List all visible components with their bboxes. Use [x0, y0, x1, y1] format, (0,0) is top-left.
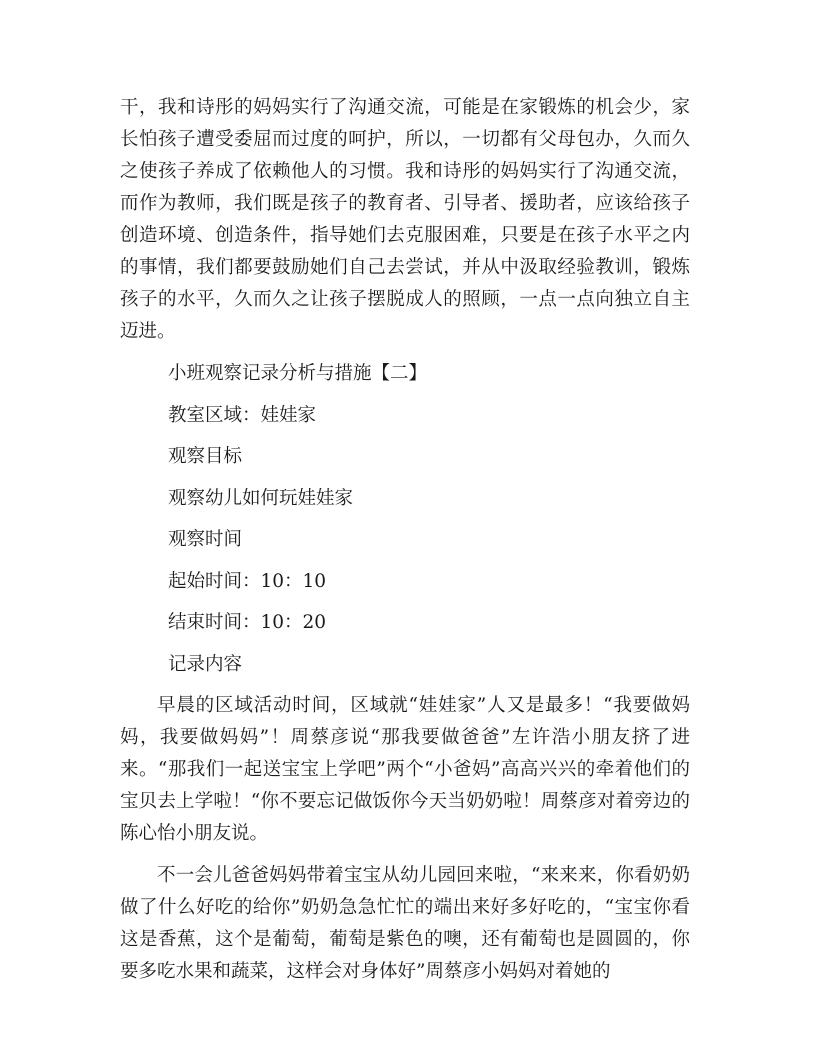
- end-time: 结束时间：10：20: [168, 612, 327, 633]
- classroom-area: 教室区域：娃娃家: [168, 404, 317, 426]
- goal-text: 观察幼儿如何玩娃娃家: [168, 487, 354, 509]
- record-label: 记录内容: [168, 653, 243, 675]
- paragraph-record-2: 不一会儿爸爸妈妈带着宝宝从幼儿园回来啦，“来来来，你看奶奶做了什么好吃的给你”奶奶急急忙忙的端出来好多好吃的，“宝宝你看这是香蕉，这个是葡萄，葡萄是紫色的噢，还有葡萄也是圆圆的，你要多吃水果和蔬菜，这样会对身体好”周蔡彦小妈妈对着她的: [120, 865, 690, 982]
- document-page: [120, 92, 690, 988]
- start-time: 起始时间：10：10: [168, 570, 327, 592]
- time-label: 观察时间: [168, 529, 243, 550]
- paragraph-record-1: 早晨的区域活动时间，区域就“娃娃家”人又是最多！“我要做妈妈，我要做妈妈”！周蔡彦说“那我要做爸爸”左许浩小朋友挤了进来。“那我们一起送宝宝上学吧”两个“小爸妈”高高兴兴的牵着他们的宝贝去上学啦！“你不要忘记做饭你今天当奶奶啦！周蔡彦对着旁边的陈心怡小朋友说。: [120, 695, 690, 844]
- goal-label: 观察目标: [168, 446, 243, 467]
- section-heading: 小班观察记录分析与措施【二】: [168, 363, 428, 384]
- paragraph-intro: 干，我和诗彤的妈妈实行了沟通交流，可能是在家锻炼的机会少，家长怕孩子遭受委屈而过度的呵护，所以，一切都有父母包办，久而久之使孩子养成了依赖他人的习惯。我和诗彤的妈妈实行了沟通交流，而作为教师，我们既是孩子的教育者、引导者、援助者，应该给孩子创造环境、创造条件，指导她们去克服困难，只要是在孩子水平之内的事情，我们都要鼓励她们自己去尝试，并从中汲取经验教训，锻炼孩子的水平，久而久之让孩子摆脱成人的照顾，一点一点向独立自主迈进。: [120, 97, 690, 342]
